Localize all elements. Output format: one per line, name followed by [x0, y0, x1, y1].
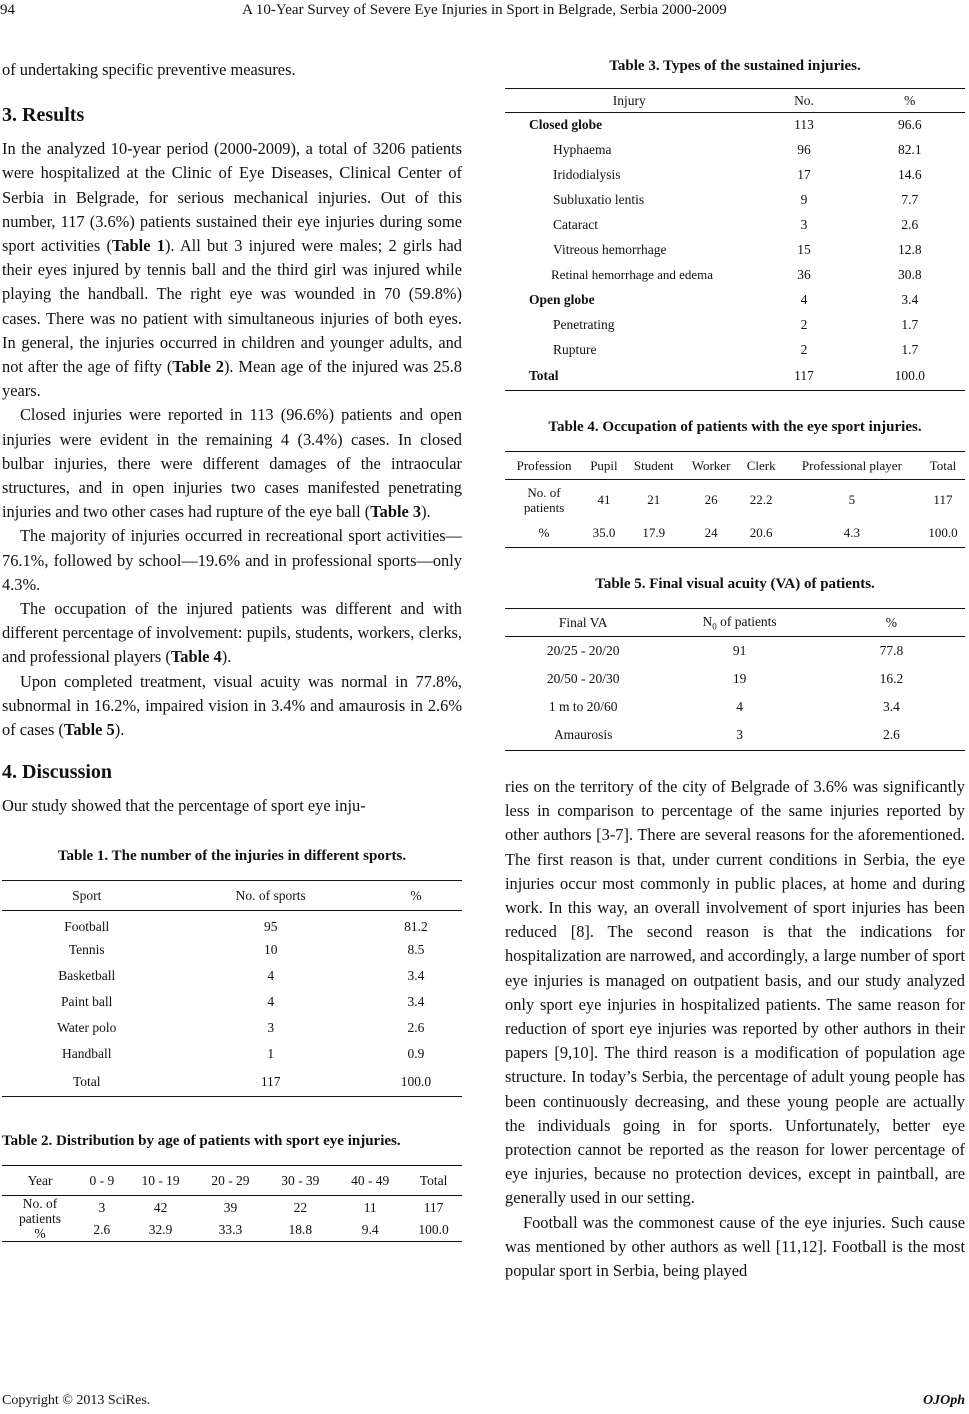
- table-row: Hyphaema 96 82.1: [553, 142, 922, 157]
- table-row: Tennis 10 8.5: [68, 941, 425, 957]
- table-row: Water polo 3 2.6: [57, 1019, 425, 1035]
- table-1: [2, 846, 462, 1097]
- table-header-cell: No. of sports: [171, 881, 369, 911]
- table-header-cell: 0 - 9: [78, 1166, 126, 1196]
- results-paragraph-1: In the analyzed 10-year period (2000-2009), a total of 3206 patients were hospitalized at the Clinic of Eye Diseases, Clinical Center of Serbia in Belgrade, for serious mechanical injuries. Out of this number, 117 (3.6%) patients sustained their eye injuries during some sport activities (Table 1). All but 3 injured were males; 2 girls had their eyes injured by tennis ball and the third girl was injured while playing the handball. The right eye was wounded in 70 (59.8%) cases. There was no patient with simultaneous injuries of both eyes. In general, the injuries occurred in children and younger adults, and not after the age of fifty (Table 2). Mean age of the injured was 25.8 years.: [2, 139, 462, 401]
- table-row: Vitreous hemorrhage 15 12.8: [553, 242, 922, 257]
- table-header-cell: Total: [921, 452, 965, 480]
- table-row: Handball 1 0.9: [61, 1045, 425, 1061]
- table-ref: Table 1: [111, 236, 165, 256]
- table-header-cell: %: [370, 881, 462, 911]
- table-ref: Table 2: [172, 357, 224, 377]
- copyright: Copyright © 2013 SciRes.: [2, 1393, 151, 1408]
- running-head: [0, 0, 969, 30]
- discussion-heading: 4. Discussion: [2, 761, 113, 784]
- table-header-cell: Injury: [505, 89, 753, 113]
- table-row: No. of patients 41 21 26 22.2 5 117: [523, 484, 953, 515]
- right-column: [505, 52, 965, 1283]
- results-paragraph-5: Upon completed treatment, visual acuity was normal in 77.8%, subnormal in 16.2%, impaired vision in 3.4% and amaurosis in 2.6% of cases (Table 5).: [2, 671, 462, 740]
- table-header-cell: Clerk: [739, 452, 783, 480]
- table-header-cell: Pupil: [583, 452, 625, 480]
- table-header-cell: Year: [2, 1166, 78, 1196]
- table-1-caption: Table 1. The number of the injuries in different sports.: [57, 848, 407, 865]
- table-row: No. of patients % 3 2.6 42 32.9 39 33.3 22 18.8 11 9.4 117 100.0: [19, 1196, 449, 1242]
- table-4-caption: Table 4. Occupation of patients with the eye sport injuries.: [548, 419, 922, 435]
- table-row: Cataract 3 2.6: [553, 217, 919, 232]
- table-5: [505, 574, 965, 751]
- table-header-cell: %: [818, 609, 965, 637]
- table-1-grid: [2, 880, 462, 1097]
- table-header-cell: 20 - 29: [196, 1166, 266, 1196]
- table-row: Football 95 81.2: [64, 919, 428, 935]
- table-row: Subluxatio lentis 9 7.7: [553, 192, 919, 207]
- table-row-total: Total 117 100.0: [72, 1073, 432, 1089]
- table-header-cell: 40 - 49: [335, 1166, 405, 1196]
- results-paragraph-2: Closed injuries were reported in 113 (96.6%) patients and open injuries were evident in the remaining 4 (3.4%) cases. In closed bulbar injuries, there were different damages of the intraocular structures, and in open injuries two cases manifested penetrating injuries and two other cases had rupture of the eye ball (Table 3).: [2, 405, 462, 522]
- table-row: 20/25 - 20/20 91 77.8: [546, 642, 904, 658]
- table-2: [2, 1131, 462, 1242]
- results-paragraph-3: The majority of injuries occurred in recreational sport activities—76.1%, followed by school—19.6% and in professional sports—only 4.3%.: [2, 526, 462, 594]
- table-header-cell: Student: [625, 452, 683, 480]
- journal-abbreviation: OJOph: [922, 1393, 965, 1408]
- table-ref: Table 4: [170, 647, 222, 667]
- table-row: Closed globe 113 96.6: [529, 117, 922, 133]
- table-header-cell: Sport: [2, 881, 171, 911]
- table-header-cell: Final VA: [505, 609, 661, 637]
- table-row: Paint ball 4 3.4: [61, 993, 425, 1009]
- table-header-cell: No.: [753, 89, 854, 113]
- table-3-caption: Table 3. Types of the sustained injuries.: [609, 58, 861, 74]
- table-row-total: Total 117 100.0: [529, 368, 925, 384]
- table-4-grid: [505, 451, 965, 548]
- discussion-paragraph-start: Our study showed that the percentage of sport eye inju-: [2, 796, 366, 816]
- left-column: [2, 52, 462, 1242]
- table-header-cell: Professional player: [783, 452, 921, 480]
- results-paragraph-4: The occupation of the injured patients was different and with different percentage of involvement: pupils, students, workers, clerks, and professional players (Table 4).: [2, 599, 462, 667]
- table-row: Iridodialysis 17 14.6: [553, 167, 922, 182]
- table-3: [505, 56, 965, 391]
- table-row: Retinal hemorrhage and edema 36 30.8: [551, 267, 922, 282]
- table-ref: Table 5: [63, 720, 115, 740]
- table-header-cell: 10 - 19: [126, 1166, 196, 1196]
- intro-line: of undertaking specific preventive measures.: [2, 60, 296, 79]
- discussion-paragraph-continued: ries on the territory of the city of Belgrade of 3.6% was significantly less in comparison to percentage of the same injuries reported by other authors [3-7]. There are several reasons for the aforementioned. The first reason is that, under current conditions in Serbia, the eye injuries occur most commonly in public places, at home and during work. In this way, an overall involvement of sport injuries has been reduced [8]. The second reason is that the indications for hospitalization are narrowed, and accordingly, a large number of sport eye injuries is managed on outpatient basis, and our study analyzed only sport eye injuries in hospitalized patients. The same reason for reduction of sport eye injuries was reported by other authors in their papers [9,10]. The third reason is a modification of population age structure. In today’s Serbia, the percentage of adult young people has been continuously decreasing, and these young people are actually the individuals going in for sports. Unfortunately, better eye protection cannot be reported as the reason for lower percentage of eye injuries, because no protection devices, except in paintball, are generally used in our setting.: [505, 777, 965, 1208]
- results-heading: 3. Results: [2, 104, 85, 127]
- table-row: Open globe 4 3.4: [529, 292, 919, 307]
- table-header-cell: 30 - 39: [265, 1166, 335, 1196]
- table-row: Rupture 2 1.7: [553, 342, 919, 357]
- table-header-cell: Worker: [683, 452, 740, 480]
- table-2-caption: Table 2. Distribution by age of patients with sport eye injuries.: [2, 1133, 401, 1150]
- table-2-grid: [2, 1165, 462, 1242]
- page-number: 94: [0, 2, 15, 18]
- table-row: 1 m to 20/60 4 3.4: [548, 698, 900, 714]
- table-row: % 35.0 17.9 24 20.6 4.3 100.0: [538, 525, 958, 541]
- table-row: Amaurosis 3 2.6: [553, 727, 900, 743]
- table-row: 20/50 - 20/30 19 16.2: [546, 670, 904, 686]
- table-row: Basketball 4 3.4: [58, 967, 425, 983]
- table-header-cell: %: [855, 89, 965, 113]
- table-5-grid: [505, 608, 965, 751]
- table-5-caption: Table 5. Final visual acuity (VA) of patients.: [595, 576, 875, 592]
- table-header-cell: Total: [405, 1166, 462, 1196]
- table-4: [505, 417, 965, 548]
- table-3-grid: [505, 88, 965, 391]
- table-header-cell: $N_0$ of patients: [661, 609, 817, 637]
- table-ref: Table 3: [370, 502, 422, 522]
- table-row: Penetrating 2 1.7: [553, 317, 919, 332]
- table-header-cell: Profession: [505, 452, 583, 480]
- running-title: A 10-Year Survey of Severe Eye Injuries in Sport in Belgrade, Serbia 2000-2009: [242, 2, 727, 18]
- discussion-paragraph-football: Football was the commonest cause of the eye injuries. Such cause was mentioned by other authors as well [11,12]. Football is the most popular sport in Serbia, being played: [505, 1212, 965, 1281]
